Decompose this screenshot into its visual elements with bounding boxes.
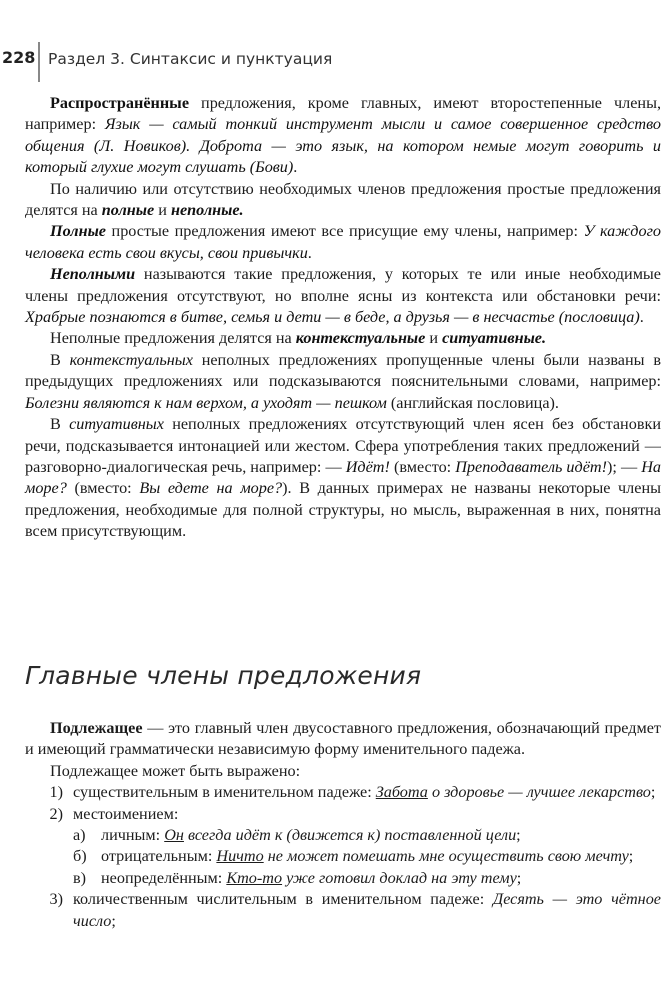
term-situational-inline: ситуативных [69, 415, 164, 434]
example: Храбрые познаются в битве, семья и дети — в беде, а друзья — в несчастье (пословица) [25, 308, 640, 327]
term-complete: полные [101, 201, 155, 220]
main-text [25, 93, 661, 543]
text-span: ; [516, 868, 522, 887]
text-span: Неполные предложения делятся на [50, 329, 296, 348]
example: Преподаватель идёт! [455, 457, 607, 476]
paragraph-subject-definition [25, 718, 661, 761]
example: Десять — это чётное число [73, 890, 661, 930]
text-span: ). В данных примерах не названы некоторые члены предложения, необходимые для полной структуры, но мысль, выраженная в них, понятна всем присутствующим. [25, 479, 661, 541]
term-situational: ситуативные. [442, 329, 547, 348]
header-divider [38, 42, 40, 82]
underlined-subject: Ничто [216, 847, 264, 866]
example: Язык — самый тонкий инструмент мысли и самое совершенное средство общения (Л. Новиков). Доброта — это язык, на котором немые могут говорить и который глухие могут слушать (Бови) [25, 115, 661, 177]
list-subitem [25, 868, 661, 889]
example: Идёт! [345, 457, 390, 476]
text-span: неполных предложениях пропущенные члены были названы в предыдущих предложениях или подсказываются пояснительными словами, например: [25, 350, 661, 391]
text-span: отрицательным: [101, 847, 217, 866]
text-span: личным: [101, 826, 165, 845]
term-contextual: контекстуальные [295, 329, 426, 348]
text-span: . [307, 243, 312, 262]
example: не может помешать мне осуществить свою мечту [263, 847, 629, 866]
term-incomplete: неполные. [170, 201, 244, 220]
text-span: (вместо: [66, 479, 140, 498]
text-span: По наличию или отсутствию необходимых членов предложения простые предложения делятся на [25, 179, 661, 220]
example: о здоровье — лучшее лекарство [427, 783, 651, 802]
term-widespread: Распространённые [50, 94, 190, 112]
subject-forms-list [25, 782, 661, 932]
paragraph-complete [25, 221, 661, 264]
term-contextual-inline: контекстуальных [69, 350, 193, 369]
section-heading: Главные члены предложения [25, 661, 422, 690]
list-item [25, 804, 661, 825]
list-item [25, 782, 661, 803]
paragraph-subject-expressed: Подлежащее может быть выражено: [50, 761, 301, 780]
list-letter: а) [73, 826, 86, 845]
list-letter: в) [73, 868, 87, 887]
underlined-subject: Кто-то [226, 868, 283, 887]
list-number: 2) [49, 804, 63, 823]
underlined-subject: Забота [375, 783, 428, 802]
main-text-2 [25, 718, 661, 932]
text-span: местоимением: [73, 804, 179, 823]
page-number: 228 [2, 48, 36, 67]
term-subject: Подлежащее [50, 719, 143, 737]
text-span: (вместо: [389, 457, 456, 476]
text-span: существительным в именительном падеже: [73, 783, 376, 802]
paragraph-incomplete [25, 264, 661, 328]
text-span: В [50, 350, 70, 369]
text-span: и [425, 329, 443, 348]
paragraph-contextual [25, 350, 661, 414]
text-span: ; [516, 826, 521, 845]
text-span: предложения, кроме главных, имеют второстепенные члены, например: [25, 94, 661, 134]
example: Болезни являются к нам верхом, а уходят — пешком [25, 393, 387, 412]
example: уже готовил доклад на эту тему [282, 868, 517, 887]
paragraph-complete-incomplete [25, 179, 661, 222]
text-span: В [50, 415, 70, 434]
paragraph-situational [25, 414, 661, 542]
list-item [25, 889, 661, 932]
text-span: называются такие предложения, у которых те или иные необходимые члены предложения отсутствуют, но вполне ясны из контекста или обстановки речи: [25, 265, 661, 305]
text-span: простые предложения имеют все присущие ему члены, например: [106, 222, 584, 241]
text-span: неопределённым: [101, 868, 227, 887]
list-letter: б) [73, 847, 87, 866]
list-number: 3) [49, 890, 63, 909]
term-incomplete-sentences: Неполными [50, 265, 136, 284]
text-span: . [293, 158, 298, 177]
text-span: ; [650, 783, 656, 802]
underlined-subject: Он [164, 826, 184, 845]
text-span: (английская пословица). [386, 393, 559, 412]
list-subitem [25, 825, 661, 846]
text-span: ; [628, 847, 634, 866]
text-span: неполных предложениях отсутствующий член ясен без обстановки речи, подсказывается интонацией или жестом. Сфера употребления таких предложений — разговорно-диалогическая речь, например: — [25, 415, 661, 476]
text-span: ); — [606, 457, 642, 476]
section-title: Раздел 3. Синтаксис и пунктуация [48, 50, 333, 68]
example: всегда идёт к (движется к) поставленной цели [183, 826, 517, 845]
example: У каждого человека есть свои вкусы, свои привычки [25, 222, 661, 262]
text-span: количественным числительным в именительном падеже: [73, 890, 493, 909]
paragraph-widespread-sentences [25, 93, 661, 179]
list-number: 1) [49, 783, 63, 802]
paragraph-incomplete-types [25, 328, 661, 349]
list-subitem [25, 846, 661, 867]
text-span: — это главный член двусоставного предложения, обозначающий предмет и имеющий грамматически независимую форму именительного падежа. [25, 719, 661, 759]
page-header [0, 42, 661, 82]
text-span: ; [111, 911, 116, 930]
example: На море? [25, 457, 661, 498]
term-complete-sentences: Полные [50, 222, 106, 241]
text-span: . [639, 308, 644, 327]
example: Вы едете на море? [139, 479, 283, 498]
text-span: и [154, 201, 171, 220]
